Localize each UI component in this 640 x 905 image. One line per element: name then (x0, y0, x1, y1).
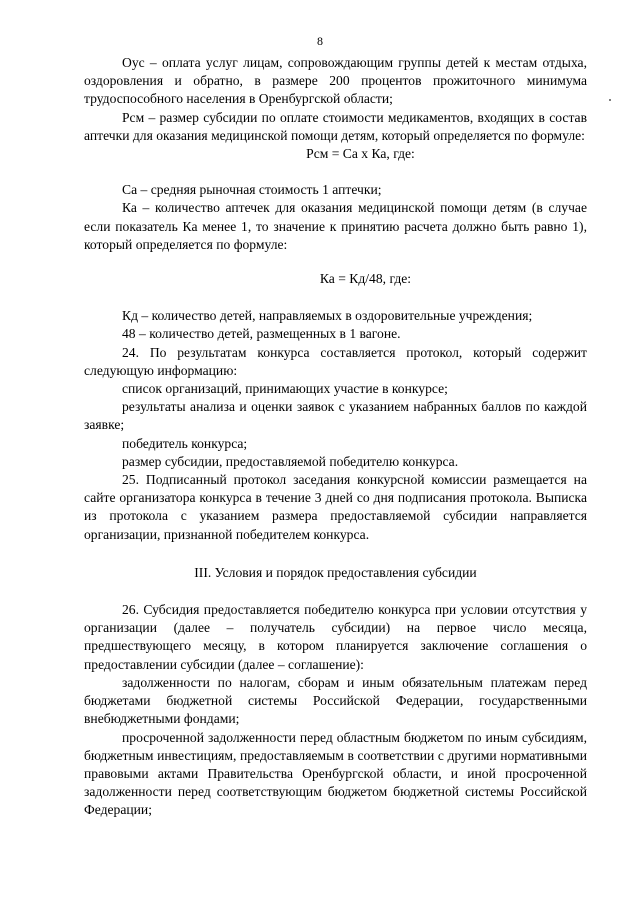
paragraph-list-results: результаты анализа и оценки заявок с указанием набранных баллов по каждой заявке; (84, 399, 587, 433)
formula-ka: Ка = Кд/48, где: (319, 271, 412, 287)
section-heading: III. Условия и порядок предоставления субсидии (194, 564, 477, 580)
formula-rsm: Рсм = Са х Ка, где: (306, 146, 415, 162)
paragraph-overdue-debt: просроченной задолженности перед областным бюджетом по иным субсидиям, бюджетным инвестициям, предоставляемым в соответствии с другими нормативными правовыми актами Правительства Оренбургской области, и иной просроченной задолженности перед соответствующим бюджетом бюджетной системы Российской Федерации; (84, 729, 587, 818)
document-body (84, 54, 587, 820)
paragraph-ous: Оус – оплата услуг лицам, сопровождающим группы детей к местам отдыха, оздоровления и обратно, в размере 200 процентов прожиточного минимума трудоспособного населения в Оренбургской области; (84, 55, 587, 107)
paragraph-list-orgs: список организаций, принимающих участие в конкурсе; (122, 381, 448, 397)
paragraph-tax-debt: задолженности по налогам, сборам и иным обязательным платежам перед бюджетами бюджетной системы Российской Федерации, государственными внебюджетными фондами; (84, 674, 587, 727)
paragraph-ka: Ка – количество аптечек для оказания медицинской помощи детям (в случае если показатель Ка менее 1, то значение к принятию расчета должно быть равно 1), который определяется по формуле: (84, 200, 587, 252)
paragraph-item-25: 25. Подписанный протокол заседания конкурсной комиссии размещается на сайте организатора конкурса в течение 3 дней со дня подписания протокола. Выписка из протокола с указанием размера предоставляемой субсидии направляется организации, признанной победителем конкурса. (84, 472, 587, 542)
scan-speck (609, 99, 611, 101)
paragraph-sa: Са – средняя рыночная стоимость 1 аптечки; (122, 182, 382, 198)
paragraph-list-winner: победитель конкурса; (122, 435, 248, 451)
paragraph-rsm: Рсм – размер субсидии по оплате стоимости медикаментов, входящих в состав аптечки для оказания медицинской помощи детям, который определяется по формуле: (84, 109, 587, 143)
paragraph-kd: Кд – количество детей, направляемых в оздоровительные учреждения; (122, 308, 533, 324)
paragraph-item-26: 26. Субсидия предоставляется победителю конкурса при условии отсутствия у организации (далее – получатель субсидии) на первое число месяца, предшествующего месяцу, в котором планируется заключение соглашения о предоставлении субсидии (далее – соглашение): (84, 602, 587, 672)
paragraph-item-24: 24. По результатам конкурса составляется протокол, который содержит следующую информацию: (84, 344, 587, 378)
paragraph-48: 48 – количество детей, размещенных в 1 вагоне. (122, 326, 401, 342)
page-number: 8 (317, 34, 323, 48)
paragraph-list-amount: размер субсидии, предоставляемой победителю конкурса. (122, 453, 459, 469)
